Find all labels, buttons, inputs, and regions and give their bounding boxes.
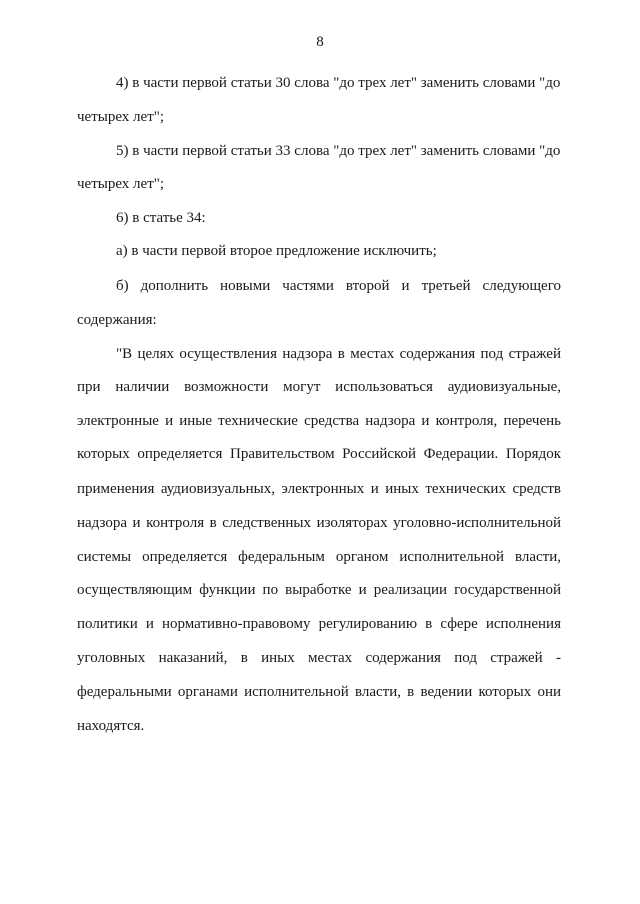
text-line-9: "В целях осуществления надзора в местах содержания под стражей bbox=[116, 346, 561, 362]
text-line-19: федеральными органами исполнительной власти, в ведении которых они bbox=[77, 684, 561, 700]
page-number: 8 bbox=[316, 34, 324, 50]
text-line-7: б) дополнить новыми частями второй и третьей следующего bbox=[116, 278, 561, 294]
text-line-13: применения аудиовизуальных, электронных и иных технических средств bbox=[77, 481, 561, 497]
text-line-20: находятся. bbox=[77, 718, 145, 734]
text-line-6: а) в части первой второе предложение исключить; bbox=[116, 243, 437, 259]
text-line-11: электронные и иные технические средства надзора и контроля, перечень bbox=[77, 413, 561, 429]
text-line-4: четырех лет"; bbox=[77, 176, 165, 192]
text-line-17: политики и нормативно-правовому регулированию в сфере исполнения bbox=[77, 616, 561, 632]
text-line-12: которых определяется Правительством Российской Федерации. Порядок bbox=[77, 446, 561, 462]
text-line-8: содержания: bbox=[77, 312, 157, 328]
text-line-16: осуществляющим функции по выработке и реализации государственной bbox=[77, 582, 561, 598]
text-line-10: при наличии возможности могут использоваться аудиовизуальные, bbox=[77, 379, 561, 395]
text-line-18: уголовных наказаний, в иных местах содержания под стражей - bbox=[77, 650, 561, 666]
text-line-14: надзора и контроля в следственных изоляторах уголовно-исполнительной bbox=[77, 515, 561, 531]
text-line-2: четырех лет"; bbox=[77, 109, 165, 125]
text-line-1: 4) в части первой статьи 30 слова "до трех лет" заменить словами "до bbox=[116, 75, 561, 91]
text-line-3: 5) в части первой статьи 33 слова "до трех лет" заменить словами "до bbox=[116, 143, 561, 159]
text-line-15: системы определяется федеральным органом исполнительной власти, bbox=[77, 549, 561, 565]
text-line-5: 6) в статье 34: bbox=[116, 210, 206, 226]
